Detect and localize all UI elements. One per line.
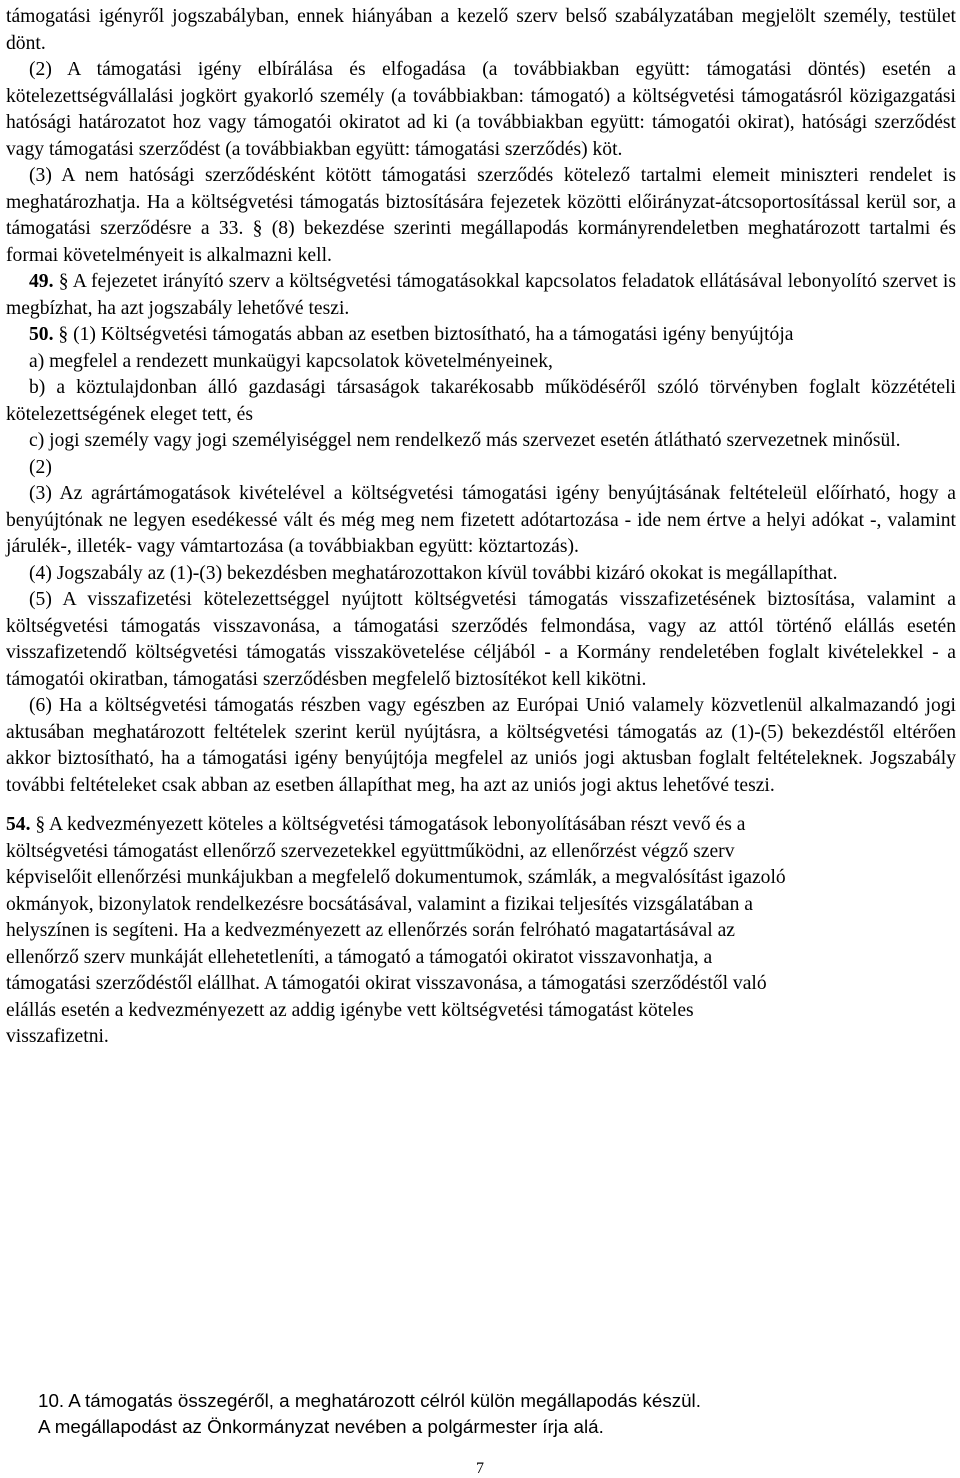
- section-54-line: visszafizetni.: [6, 1026, 109, 1047]
- section-54-line-text: § A kedvezményezett köteles a költségvetési támogatások lebonyolításában részt vevő és a: [30, 814, 746, 835]
- paragraph-50-1: [6, 322, 956, 349]
- paragraph-48-3: (3) A nem hatósági szerződésként kötött támogatási szerződés kötelező tartalmi elemeit miniszteri rendelet is meghatározhatja. Ha a költségvetési támogatás biztosítására fejezetek közötti előirányzat-átcsoportosítással kerül sor, a támogatási szerződésre a 33. § (8) bekezdése szerinti megállapodás kormányrendeletben meghatározott tartalmi és formai követelményeit is alkalmazni kell.: [6, 165, 956, 266]
- paragraph-continuation: támogatási igényről jogszabályban, ennek hiányában a kezelő szerv belső szabályzatában megjelölt személy, testület dönt.: [6, 6, 956, 54]
- paragraph-50-2: (2): [29, 456, 52, 478]
- section-number-50: 50.: [29, 324, 54, 345]
- document-body: [6, 4, 956, 1051]
- page-number: 7: [476, 1460, 484, 1477]
- section-54-line: költségvetési támogatást ellenőrző szervezetekkel együttműködni, az ellenőrzést végző szerv: [6, 840, 735, 862]
- paragraph-50-3: (3) Az agrártámogatások kivételével a költségvetési támogatási igény benyújtásának feltételeül előírható, hogy a benyújtónak ne legyen esedékessé vált és még meg nem fizetett adótartozása - ide nem értve a helyi adókat -, valamint járulék-, illeték- vagy vámtartozása (a továbbiakban együtt: köztartozás).: [6, 483, 956, 557]
- section-54-line: támogatási szerződéstől elállhat. A támogatói okirat visszavonása, a támogatási szerződéstől való: [6, 973, 767, 994]
- section-54-line: [6, 812, 956, 839]
- section-54-line: helyszínen is segíteni. Ha a kedvezményezett az ellenőrzés során felróható magatartásával az: [6, 920, 735, 941]
- list-item-b: b) a köztulajdonban álló gazdasági társaságok takarékosabb működéséről szóló törvényben foglalt közzétételi kötelezettségének eleget tett, és: [6, 377, 956, 425]
- section-54-line: képviselőit ellenőrzési munkájukban a megfelelő dokumentumok, számlák, a megvalósítást igazoló: [6, 867, 786, 888]
- paragraph-49: [6, 269, 956, 322]
- section-54-line: ellenőrző szerv munkáját ellehetetleníti, a támogató a támogatói okiratot visszavonhatja, a: [6, 946, 713, 968]
- closing-line-signature: A megállapodást az Önkormányzat nevében a polgármester írja alá.: [38, 1416, 604, 1437]
- section-number-49: 49.: [29, 271, 54, 292]
- section-number-54: 54.: [6, 814, 31, 835]
- closing-block: [38, 1388, 701, 1440]
- paragraph-50-5: (5) A visszafizetési kötelezettséggel nyújtott költségvetési támogatás visszafizetésének biztosítása, valamint a költségvetési támogatás visszavonása, a támogatási szerződés felmondása, vagy az attól történő elállás esetén visszafizetendő költségvetési támogatás visszakövetelése céljából - a Kormány rendeletében foglalt kivételekkel - a támogatói okiratban, támogatási szerződésben megfelelő biztosítékot kell kikötni.: [6, 589, 956, 690]
- section-49-text: § A fejezetet irányító szerv a költségvetési támogatásokkal kapcsolatos feladatok ellátásával lebonyolító szervet is megbízhat, ha azt jogszabály lehetővé teszi.: [6, 271, 956, 319]
- section-50-text: § (1) Költségvetési támogatás abban az esetben biztosítható, ha a támogatási igény benyújtója: [53, 324, 794, 345]
- paragraph-48-2: (2) A támogatási igény elbírálása és elfogadása (a továbbiakban együtt: támogatási döntés) esetén a kötelezettségvállalási jogkört gyakorló személy (a továbbiakban: támogató) a költségvetési támogatásról közigazgatási hatósági határozatot hoz vagy támogatói okiratot ad ki (a továbbiakban együtt: támogatói okirat), hatósági szerződést vagy támogatási szerződést (a továbbiakban együtt: támogatási szerződés) köt.: [6, 59, 956, 160]
- section-54-line: elállás esetén a kedvezményezett az addig igénybe vett költségvetési támogatást köteles: [6, 999, 694, 1021]
- section-gap: [6, 799, 956, 812]
- paragraph-54: [6, 812, 956, 1051]
- list-item-a: a) megfelel a rendezett munkaügyi kapcsolatok követelményeinek,: [29, 350, 553, 372]
- paragraph-50-4: (4) Jogszabály az (1)-(3) bekezdésben meghatározottakon kívül további kizáró okokat is megállapíthat.: [29, 562, 838, 584]
- closing-line-agreement: 10. A támogatás összegéről, a meghatározott célról külön megállapodás készül.: [38, 1390, 701, 1411]
- list-item-c: c) jogi személy vagy jogi személyiséggel nem rendelkező más szervezet esetén átlátható szervezetnek minősül.: [29, 430, 901, 451]
- paragraph-50-6: (6) Ha a költségvetési támogatás részben vagy egészben az Európai Unió valamely közvetlenül alkalmazandó jogi aktusában meghatározott feltételek szerint kerül nyújtásra, a költségvetési támogatás az (1)-(5) bekezdéstől eltérően akkor biztosítható, ha a támogatási igény benyújtója megfelel az uniós jogi aktusban foglalt feltételeknek. Jogszabály további feltételeket csak abban az esetben állapíthat meg, ha azt az uniós jogi aktus lehetővé teszi.: [6, 695, 956, 796]
- section-54-line: okmányok, bizonylatok rendelkezésre bocsátásával, valamint a fizikai teljesítés vizsgálatában a: [6, 893, 753, 915]
